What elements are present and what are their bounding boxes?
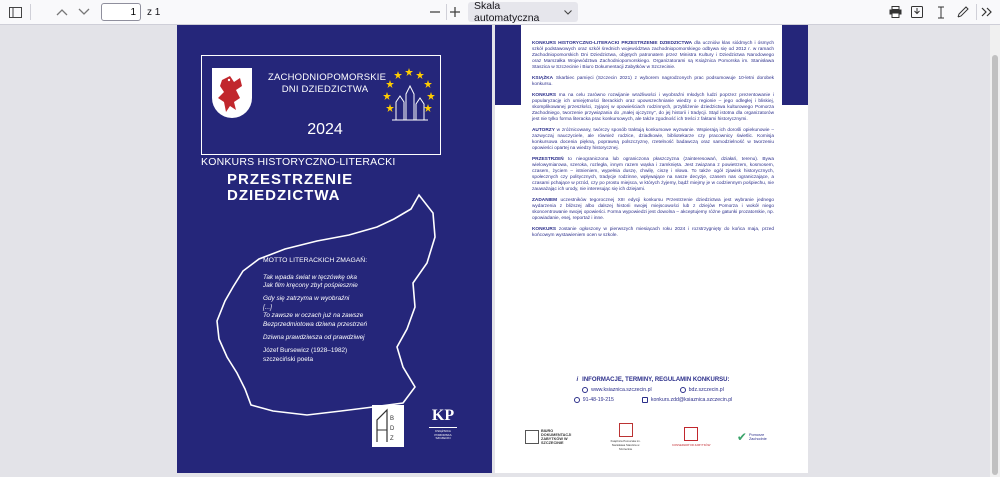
paragraph <box>532 198 774 222</box>
sponsor-name: BIURO DOKUMENTACJI ZABYTKÓW W SZCZECINIE <box>541 429 572 445</box>
motto-heading: MOTTO LITERACKICH ZMAGAŃ: <box>263 257 368 264</box>
poem-author: Józef Bursewicz (1928–1982) <box>263 346 348 354</box>
paragraph-text: uczestników tegorocznej XIII edycji konkursu Przestrzenie dziedzictwa jest wybranie jednego wydarzenia z bliższej albo dalszej historii swojej miejscowości lub z dziejów Pomorza i wokół niego skoncentrowanie swojej opowieści. Forma wypowiedzi jest dowolna – akceptujemy różne gatunki prozatorskie, np. opowiadanie, esej, reportaż i inne. <box>532 198 774 221</box>
paragraph-text: zostanie ogłoszony w pierwszych miesiącach roku 2024 i rozstrzygnięty do końca maja, przed końcowym wystawieniem ocen w szkole. <box>532 227 774 238</box>
sponsor-name: Książnica Pomorska im. Stanisława Staszica w Szczecinie <box>610 439 641 451</box>
zoom-value: Skala automatyczna <box>474 0 540 24</box>
kp-logo <box>429 407 457 447</box>
kp-logo-letters: KP <box>431 407 455 424</box>
paragraph <box>532 128 774 152</box>
paragraph-text: dla uczniów klas siódmych i ósmych szkół podstawowych oraz szkół średnich województwa zachodniopomorskiego odbywa się od 2012 r. w ramach Zachodniopomorskich Dni Dziedzictwa, objętych patronatem przez Ministra Kultury i Dziedzictwa Narodowego oraz Marszałka Województwa Zachodniopomorskiego. Organizatorami są Książnica Pomorska im. Stanisława Staszica w Szczecinie i Biuro Dokumentacji Zabytków w Szczecinie. <box>532 41 774 70</box>
griffin-shield-icon <box>212 68 252 118</box>
web-links-row <box>532 387 774 393</box>
poem-line: [...] <box>263 303 272 311</box>
more-tools-icon[interactable] <box>976 1 998 23</box>
previous-page-button[interactable] <box>51 1 73 23</box>
conservator-mark-icon <box>684 427 698 441</box>
paragraph-lead: KONKURS <box>532 227 557 232</box>
paragraph-lead: ZADANIEM <box>532 198 558 203</box>
sponsor-logo <box>606 423 646 451</box>
poem-line: Jak film kręcony zbyt pośpiesznie <box>263 282 358 290</box>
pdf-toolbar <box>0 0 1000 25</box>
scroll-thumb[interactable] <box>992 55 998 475</box>
navy-corner-band <box>782 25 808 105</box>
globe-icon <box>680 387 686 393</box>
info-icon: i <box>576 377 579 383</box>
page-number-input[interactable] <box>101 3 141 21</box>
paragraph <box>532 76 774 88</box>
pdf-page-right <box>495 25 808 473</box>
paragraph-lead: PRZESTRZEŃ <box>532 157 564 162</box>
paragraph <box>532 93 774 123</box>
paragraph-text: to nieograniczona lub ograniczona płaszczyzna (zainteresowań, działań, terenu). Bywa wielowymiarowa, szeroka, rozległa, innym razem wąska i zamknięta. Jest związana z powietrzem, kosmosem, czasem, życiem – istnieniem, wypełnia duszę, chwilę, ciszę i słowa. To także ogół zjawisk historycznych, społecznych czy politycznych, tradycje rodzinne, wpływające na nasze decyzje, czasem nas ograniczające, a czasami pchające w przód, czy po prostu miejsca, w których żyjemy, bądź miejmy je w codziennym pośpiechu, nie zauważając ich urody, nie interesując się ich dziejami. <box>532 157 774 192</box>
zoom-select[interactable] <box>468 2 578 22</box>
save-icon[interactable] <box>906 1 928 23</box>
draw-pen-icon[interactable] <box>952 1 974 23</box>
page-total-label: z 1 <box>147 6 161 18</box>
web-link[interactable] <box>582 387 652 393</box>
zoom-out-button[interactable] <box>424 1 446 23</box>
banner-title <box>268 72 387 96</box>
sponsor-logo <box>737 430 777 444</box>
contact-row <box>532 397 774 403</box>
navy-corner-band <box>495 25 521 105</box>
sponsor-logos <box>525 423 777 451</box>
sponsor-logo <box>672 427 710 447</box>
banner-line-2: DNI DZIEDZICTWA <box>281 84 369 95</box>
motto-poem <box>263 257 423 364</box>
web-link-text: www.ksiaznica.szczecin.pl <box>591 387 652 393</box>
sponsor-name: KONSERWATOR ZABYTKÓW <box>672 443 711 447</box>
poem-line: Gdy się zatrzyma w wyobraźni <box>263 295 350 303</box>
svg-text:B: B <box>390 416 395 422</box>
zoom-in-button[interactable] <box>444 1 466 23</box>
poem-line: Bezprzedmiotowa dziwna przestrzeń <box>263 320 368 328</box>
paragraph <box>532 41 774 71</box>
paragraph-lead: AUTORZY <box>532 128 555 133</box>
text-cursor-icon[interactable] <box>930 1 952 23</box>
pdf-page-left <box>177 25 492 473</box>
paragraph-text: Skarbiec pamięci (Szczecin 2021) z wyborem nagrodzonych prac podsumowuje 10-letni dorobek konkursu. <box>532 76 774 87</box>
print-icon[interactable] <box>884 1 906 23</box>
sponsor-name: Pomorze Zachodnie <box>748 433 767 441</box>
poem-line: To zawsze w oczach już na zawsze <box>263 312 364 320</box>
envelope-icon <box>642 397 648 403</box>
contest-description <box>532 41 774 244</box>
paragraph-lead: KSIĄŻKA <box>532 76 554 81</box>
info-title-text: INFORMACJE, TERMINY, REGULAMIN KONKURSU: <box>582 377 730 383</box>
paragraph-lead: KONKURS <box>532 93 557 98</box>
poem-line: Tak wpada świat w tęczówkę oka <box>263 273 357 281</box>
svg-text:D: D <box>390 426 395 432</box>
event-year: 2024 <box>307 121 343 138</box>
kp-logo-subtitle: KSIĄŻNICA POMORSKA SZCZECIN <box>434 429 452 440</box>
checkmark-icon: ✔ <box>736 430 747 444</box>
contact-info <box>532 377 774 407</box>
paragraph <box>532 157 774 193</box>
web-link[interactable] <box>680 387 724 393</box>
globe-icon <box>582 387 588 393</box>
sponsor-logo <box>525 429 579 445</box>
banner-line-1: ZACHODNIOPOMORSKIE <box>268 72 387 83</box>
phone <box>574 397 614 403</box>
contest-kicker: KONKURS HISTORYCZNO-LITERACKI <box>201 156 396 168</box>
bdz-mark-icon <box>525 430 539 444</box>
info-title <box>532 377 774 383</box>
email-link[interactable] <box>642 397 732 403</box>
event-logo-banner <box>201 55 441 155</box>
kp-mark-icon <box>619 423 633 437</box>
vertical-scrollbar[interactable] <box>990 25 1000 477</box>
bdz-logo <box>372 405 404 447</box>
paragraph-text: ma na celu zarówno rozwijanie wrażliwości i wyobraźni młodych ludzi poprzez prezentowanie i popularyzację ich umiejętności literackich oraz upowszechnianie wiedzy o regionie – jego odległej i bliskiej, skomplikowanej przeszłości, zyjącej w opowieściach rodzinnych, przybliżenie dziedzictwa kulturowego Pomorza Zachodniego, tworzenie przywiązania do „małej ojczyzny", do jej historii i tradycji. Stąd istotna dla organizatorów jest nie tylko forma literacka prac konkursowych, ale także zgodność ich treści z faktami historycznymi. <box>532 93 774 122</box>
toolbar-separator <box>30 4 31 20</box>
paragraph <box>532 227 774 239</box>
svg-text:Z: Z <box>390 436 394 442</box>
contest-title-line-2: DZIEDZICTWA <box>227 187 341 204</box>
contest-title-line-1: PRZESTRZENIE <box>227 171 354 188</box>
poem-line: Dziwna prawdziwsza od prawdziwej <box>263 333 365 341</box>
web-link-text: bdz.szczecin.pl <box>688 387 724 393</box>
sidebar-toggle-icon[interactable] <box>4 1 26 23</box>
phone-icon <box>574 397 580 403</box>
chevron-down-icon <box>564 6 572 18</box>
email-text: konkurs.zdd@ksiaznica.szczecin.pl <box>650 397 733 403</box>
paragraph-lead: KONKURS HISTORYCZNO-LITERACKI PRZESTRZENIE DZIEDZICTWA <box>532 41 693 46</box>
next-page-button[interactable] <box>73 1 95 23</box>
poem-author-role: szczeciński poeta <box>263 355 314 363</box>
stars-castle-icon <box>380 62 438 150</box>
phone-text: 91-48-19-215 <box>582 397 614 403</box>
paragraph-text: w zróżnicowany, twórczy sposób traktują konkursowe wyzwanie. Wspierają ich dorośli opiekunowie – zazwyczaj nauczyciele, ale również rodzice, dziadkowie, bibliotekarze czy pracownicy świetlic. Komisja konkursowa docenia piękną, poprawną polszczyznę, rzetelność badawczą oraz samodzielność w tworzeniu opowieści opartej na wiedzy historycznej. <box>532 128 774 151</box>
